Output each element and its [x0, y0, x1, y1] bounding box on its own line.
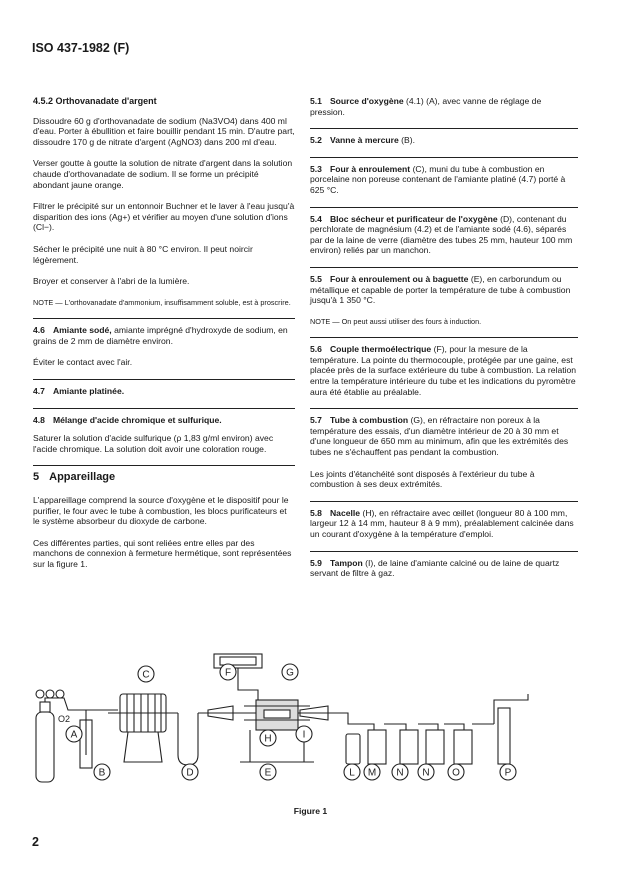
callout-label: I: [302, 729, 306, 741]
callout-o-13: [448, 764, 464, 780]
paragraph-block: [310, 469, 578, 490]
section-number: 4.8: [33, 414, 45, 425]
paragraph-block: [33, 158, 295, 190]
callout-label: D: [186, 767, 194, 779]
callout-d-3: [182, 764, 198, 780]
callout-label: L: [349, 767, 355, 779]
section-number: 5.2: [310, 135, 322, 146]
divider: [33, 408, 295, 409]
callout-i-8: [296, 726, 312, 742]
paragraph-block: [33, 495, 295, 527]
section-title: Mélange d'acide chromique et sulfurique.: [52, 414, 222, 425]
section-title: Tampon: [329, 557, 363, 568]
section-5-4: [310, 214, 578, 256]
section-text: amiante imprégné d'hydroxyde de sodium, en grains de 2 mm de diamètre environ.: [33, 325, 288, 346]
section-number: 5.7: [310, 415, 322, 426]
section-number: 5.8: [310, 507, 322, 518]
paragraph: Filtrer le précipité sur un entonnoir Buchner et le laver à l'eau jusqu'à disparition des ions (Ag+) et vérifier au moyen d'une solution d'ions (Cl−).: [33, 201, 295, 233]
section-5-heading: [33, 472, 295, 483]
divider: [33, 318, 295, 319]
callout-p-14: [500, 764, 516, 780]
paragraph: Les joints d'étanchéité sont disposés à l'extérieur du tube à combustion à ses deux extrémités.: [310, 468, 535, 490]
paragraph-block: [33, 357, 295, 368]
note-block: [310, 317, 578, 327]
note: NOTE — On peut aussi utiliser des fours à induction.: [310, 316, 482, 326]
divider: [310, 337, 578, 338]
section-number: 4.7: [33, 386, 45, 396]
callout-c-2: [138, 666, 154, 682]
paragraph: L'appareillage comprend la source d'oxygène et le dispositif pour le purifier, le four avec le tube à combustion, les blocs purificateurs et le système absorbeur du dioxyde de carbone.: [33, 494, 289, 527]
section-5-6: [310, 344, 578, 397]
section-5-5: [310, 274, 578, 306]
furnace-e: [233, 700, 343, 762]
right-column: [310, 96, 578, 590]
apparatus-diagram: [28, 650, 568, 785]
section-title: Appareillage: [49, 471, 116, 484]
section-title: Vanne à mercure: [329, 135, 399, 146]
paragraph-block: [33, 538, 295, 570]
callout-label: C: [142, 669, 150, 681]
callout-h-7: [260, 730, 276, 746]
section-text: (I), de laine d'amiante calciné ou de laine de quartz servant de filtre à gaz.: [310, 557, 560, 579]
callout-m-10: [364, 764, 380, 780]
note-block: [33, 298, 295, 308]
paragraph-block: [33, 276, 295, 287]
section-title: Amiante platinée.: [52, 386, 125, 396]
section-number: 5: [33, 471, 40, 484]
section-text: (4.1) (A), avec vanne de réglage de pression.: [310, 96, 542, 117]
o2-label: O2: [58, 714, 71, 724]
section-number: 4.6: [33, 325, 45, 336]
paragraph: Dissoudre 60 g d'orthovanadate de sodium (Na3VO4) dans 400 ml d'eau. Porter à ébullition et faire bouillir pendant 15 min. D'autre part, dissoudre 170 g de nitrate d'argent (AgNO3) dans 200 ml d'eau.: [33, 115, 295, 147]
section-number: 5.4: [310, 213, 322, 224]
page-number: 2: [32, 835, 39, 849]
section-number: 5.6: [310, 344, 322, 355]
divider: [310, 157, 578, 158]
callout-n-11: [392, 764, 408, 780]
section-number: 5.5: [310, 273, 322, 284]
section-title: Tube à combustion: [329, 415, 409, 426]
section-title: Bloc sécheur et purificateur de l'oxygène: [329, 213, 498, 224]
left-column: [33, 96, 295, 581]
furnace-c: [108, 694, 178, 762]
section-title: Four à enroulement ou à baguette: [329, 273, 469, 284]
section-5-7: [310, 415, 578, 457]
callout-e-4: [260, 764, 276, 780]
section-text: (C), muni du tube à combustion en porcelaine non poreuse contenant de l'amiante platiné (4.7) porté à 625 °C.: [310, 163, 566, 195]
callout-label: E: [264, 767, 272, 779]
section-text: Saturer la solution d'acide sulfurique (ρ 1,83 g/ml environ) avec l'acide chromique. La solution doit avoir une coloration rouge.: [33, 433, 274, 454]
section-4-6: [33, 325, 295, 346]
paragraph: Verser goutte à goutte la solution de nitrate d'argent dans la solution chaude d'orthovanadate de sodium. Il se forme un précipité abondant jaune orange.: [33, 158, 293, 190]
divider: [310, 551, 578, 552]
drying-block-d: [178, 706, 233, 765]
callout-f-5: [220, 664, 236, 680]
section-4-8: [33, 415, 295, 455]
divider: [33, 465, 295, 466]
divider: [310, 501, 578, 502]
section-5-8: [310, 508, 578, 540]
section-text: (G), en réfractaire non poreux à la température des essais, d'un diamètre intérieur de 20 à 30 mm et d'une longueur de 650 mm au minimum, afin que les extrémités des tubes ne s'échauffent pas pendant la combustion.: [310, 415, 569, 457]
thermocouple-f: [214, 654, 262, 708]
section-text: (H), en réfractaire avec œillet (longueur 80 à 100 mm, largeur 12 à 14 mm, hauteur 8 à 9 mm), préalablement calcinée dans un courant d'oxygène à la température d'emploi.: [310, 507, 574, 539]
callout-label: H: [264, 733, 272, 745]
callout-g-6: [282, 664, 298, 680]
divider: [310, 267, 578, 268]
section-title: Source d'oxygène: [329, 96, 404, 106]
callout-label: M: [367, 767, 377, 779]
section-number: 5.1: [310, 96, 322, 106]
section-text: (F), pour la mesure de la température. La pointe du thermocouple, protégée par une gaine, est placée près de la surface extérieure du tube à combustion. La relation entre la température intérieure du tube et les indications du pyromètre aura été établie au préalable.: [310, 344, 577, 397]
divider: [310, 128, 578, 129]
divider: [310, 408, 578, 409]
callout-label: B: [98, 767, 106, 779]
paragraph: Sécher le précipité une nuit à 80 °C environ. Il peut noircir légèrement.: [33, 243, 253, 265]
section-title: Couple thermoélectrique: [329, 344, 432, 355]
paragraph: Ces différentes parties, qui sont reliées entre elles par des manchons de connexion à fermeture hermétique, sont représentées sur la figure 1.: [33, 537, 292, 569]
callout-l-9: [344, 764, 360, 780]
paragraph: Éviter le contact avec l'air.: [33, 357, 133, 368]
section-title: Four à enroulement: [329, 163, 411, 174]
section-number: 5.3: [310, 163, 322, 174]
paragraph: Broyer et conserver à l'abri de la lumière.: [33, 276, 190, 287]
callout-label: N: [422, 767, 430, 779]
section-heading: 4.5.2 Orthovanadate d'argent: [33, 96, 157, 106]
section-4-5-2: [33, 96, 295, 147]
callout-b-1: [94, 764, 110, 780]
callout-label: P: [504, 767, 512, 779]
callout-label: A: [70, 729, 78, 741]
section-text: (E), en carborundum ou métallique et capable de porter la température de tube à combustion jusqu'à 1 350 °C.: [310, 273, 571, 306]
section-5-3: [310, 164, 578, 196]
callout-n-12: [418, 764, 434, 780]
section-text: (B).: [401, 135, 415, 146]
callout-label: N: [396, 767, 404, 779]
section-5-9: [310, 558, 578, 579]
absorber-train: [328, 694, 528, 764]
section-title: Amiante sodé,: [52, 325, 112, 336]
note: NOTE — L'orthovanadate d'ammonium, insuffisamment soluble, est à proscrire.: [33, 297, 291, 307]
section-text: (D), contenant du perchlorate de magnésium (4.2) et de l'amiante sodé (4.6), séparés par de la laine de verre (diamètre des tubes 25 mm, hauteur 100 mm environ) reliés par un manchon.: [310, 213, 573, 256]
apparatus-figure: [28, 650, 568, 785]
callout-label: F: [224, 667, 232, 679]
paragraph-block: [33, 201, 295, 233]
section-4-7: [33, 386, 295, 397]
section-title: Nacelle: [329, 507, 361, 518]
callout-label: O: [452, 767, 460, 779]
document-header: ISO 437-1982 (F): [32, 41, 130, 55]
divider: [310, 207, 578, 208]
section-5-2: [310, 135, 578, 146]
section-5-1: [310, 96, 578, 117]
divider: [33, 379, 295, 380]
callout-a-0: [66, 726, 82, 742]
section-number: 5.9: [310, 557, 322, 568]
paragraph-block: [33, 244, 295, 265]
figure-caption: Figure 1: [293, 806, 328, 816]
callout-label: G: [286, 667, 294, 679]
